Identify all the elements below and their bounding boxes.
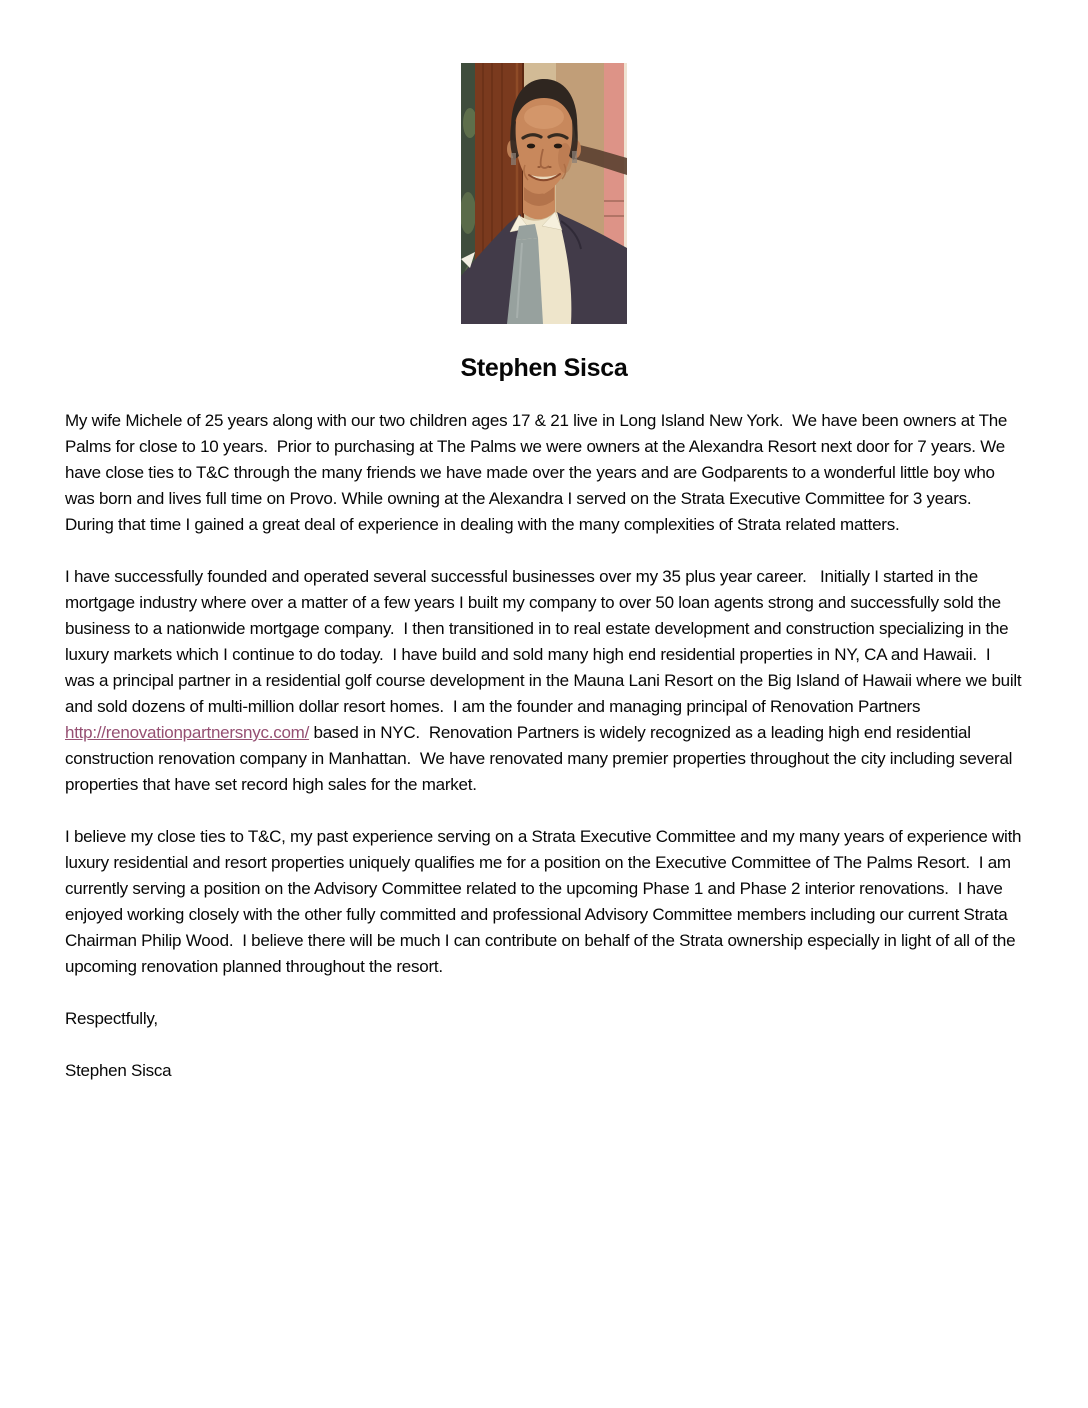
page-title: Stephen Sisca (460, 354, 628, 382)
renovation-partners-link[interactable]: http://renovationpartnersnyc.com/ (65, 723, 310, 742)
signature-text: Stephen Sisca (65, 1061, 172, 1080)
portrait-photo (461, 63, 627, 324)
paragraph-intro: My wife Michele of 25 years along with our two children ages 17 & 21 live in Long Island New York. We have been owners at The Palms for close to 10 years. Prior to purchasing at The Palms we were owners at the Alexandra Resort next door for 7 years. We have close ties to T&C through the many friends we have made over the years and are Godparents to a wonderful little boy who was born and lives full time on Provo. While owning at the Alexandra I served on the Strata Executive Committee for 3 years. During that time I gained a great deal of experience in dealing with the many complexities of Strata related matters. (65, 411, 1012, 534)
photo-nostril (537, 166, 540, 168)
photo-sideburn-left (511, 153, 516, 165)
paragraph-career (65, 564, 1026, 798)
paragraph-career-text-before: I have successfully founded and operated several successful businesses over my 35 plus year career. Initially I started in the mortgage industry where over a matter of a few years I built my company to over 50 loan agents strong and successfully sold the business to a nationwide mortgage company. I then transitioned in to real estate development and construction specializing in the luxury markets which I continue to do today. I have build and sold many high end residential properties in NY, CA and Hawaii. I was a principal partner in a residential golf course development in the Mauna Lani Resort on the Big Island of Hawaii where we built and sold dozens of multi-million dollar resort homes. I am the founder and managing principal of Renovation Partners (65, 567, 1026, 716)
photo-tie-knot (516, 224, 538, 240)
photo-foliage (463, 108, 477, 138)
photo-eye-right (554, 144, 562, 149)
paragraph-career-text-after: based in NYC. Renovation Partners is widely recognized as a leading high end residential construction renovation company in Manhattan. We have renovated many premier properties throughout the city including several properties that have set record high sales for the market. (65, 723, 1017, 794)
photo-forehead-highlight (524, 105, 564, 129)
paragraph-candidacy: I believe my close ties to T&C, my past experience serving on a Strata Executive Committee and my many years of experience with luxury residential and resort properties uniquely qualifies me for a position on the Executive Committee of The Palms Resort. I am currently serving a position on the Advisory Committee related to the upcoming Phase 1 and Phase 2 interior renovations. I have enjoyed working closely with the other fully committed and professional Advisory Committee members including our current Strata Chairman Philip Wood. I believe there will be much I can contribute on behalf of the Strata ownership especially in light of all of the upcoming renovation planned throughout the resort. (65, 827, 1026, 976)
photo-sideburn-right (572, 151, 577, 163)
closing-text: Respectfully, (65, 1009, 158, 1028)
photo-nostril (548, 166, 551, 168)
photo-eye-left (527, 144, 535, 149)
letter-body (65, 408, 1026, 1084)
portrait-illustration (461, 63, 627, 324)
